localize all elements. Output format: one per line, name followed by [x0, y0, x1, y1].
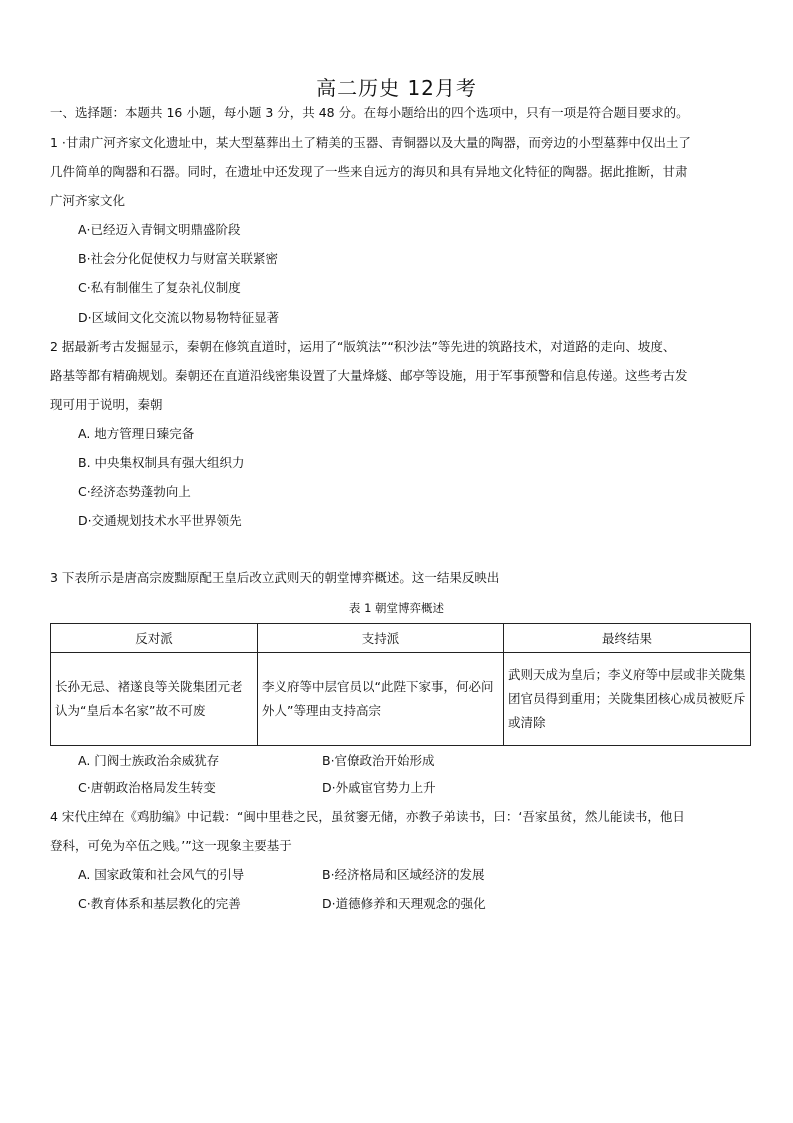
header-support: 支持派	[258, 624, 504, 653]
header-opposition: 反对派	[51, 624, 258, 653]
court-debate-table	[50, 623, 751, 746]
q1-option-d: D·区域间文化交流以物易物特征显著	[78, 310, 280, 325]
cell-support: 李义府等中层官员以“此陛下家事，何必问外人”等理由支持高宗	[258, 653, 504, 746]
q2-option-d: D·交通规划技术水平世界领先	[78, 513, 242, 528]
q4-option-a: A. 国家政策和社会风气的引导	[78, 867, 245, 882]
q2-stem-line-3: 现可用于说明，秦朝	[50, 397, 163, 412]
table-caption: 表 1 朝堂博弈概述	[348, 601, 445, 615]
cell-result: 武则天成为皇后；李义府等中层或非关陇集团官员得到重用；关陇集团核心成员被贬斥或清除	[504, 653, 751, 746]
q3-stem: 3 下表所示是唐高宗废黜原配王皇后改立武则天的朝堂博弈概述。这一结果反映出	[50, 570, 500, 585]
q4-option-d: D·道德修养和天理观念的强化	[322, 896, 486, 911]
q2-option-b: B. 中央集权制具有强大组织力	[78, 455, 245, 470]
q1-option-b: B·社会分化促使权力与财富关联紧密	[78, 251, 279, 266]
table-header-row	[51, 624, 751, 653]
q2-stem-line-1: 2 据最新考古发掘显示，秦朝在修筑直道时，运用了“版筑法”“积沙法”等先进的筑路技术，对道路的走向、坡度、	[50, 339, 676, 354]
q1-stem-line-2: 几件简单的陶器和石器。同时，在遗址中还发现了一些来自远方的海贝和具有异地文化特征的陶器。据此推断，甘肃	[50, 164, 688, 179]
q3-option-b: B·官僚政治开始形成	[322, 753, 435, 768]
q4-stem-line-1: 4 宋代庄绰在《鸡肋编》中记载：“闽中里巷之民，虽贫窭无储，亦教子弟读书，曰：‘吾家虽贫，然儿能读书，他日	[50, 809, 685, 824]
q3-option-d: D·外戚宦官势力上升	[322, 780, 436, 795]
q2-option-a: A. 地方管理日臻完备	[78, 426, 195, 441]
q4-stem-line-2: 登科，可免为卒伍之贱。’”这一现象主要基于	[50, 838, 292, 853]
q1-option-a: A·已经迈入青铜文明鼎盛阶段	[78, 222, 241, 237]
page-title: 高二历史 12月考	[316, 76, 477, 100]
q4-option-b: B·经济格局和区域经济的发展	[322, 867, 485, 882]
q2-option-c: C·经济态势蓬勃向上	[78, 484, 191, 499]
q3-option-a: A. 门阀士族政治余威犹存	[78, 753, 220, 768]
q4-option-c: C·教育体系和基层教化的完善	[78, 896, 241, 911]
q3-option-c: C·唐朝政治格局发生转变	[78, 780, 216, 795]
cell-opposition: 长孙无忌、褚遂良等关陇集团元老认为“皇后本名家”故不可废	[51, 653, 258, 746]
q1-stem-line-1: 1 ·甘肃广河齐家文化遗址中，某大型墓葬出土了精美的玉器、青铜器以及大量的陶器，而旁边的小型墓葬中仅出土了	[50, 135, 691, 150]
header-result: 最终结果	[504, 624, 751, 653]
q2-stem-line-2: 路基等都有精确规划。秦朝还在直道沿线密集设置了大量烽燧、邮亭等设施，用于军事预警和信息传递。这些考古发	[50, 368, 688, 383]
q1-stem-line-3: 广河齐家文化	[50, 193, 126, 208]
table-row	[51, 653, 751, 746]
q1-option-c: C·私有制催生了复杂礼仪制度	[78, 280, 241, 295]
section-instructions: 一、选择题：本题共 16 小题，每小题 3 分，共 48 分。在每小题给出的四个选项中，只有一项是符合题目要求的。	[50, 105, 689, 120]
